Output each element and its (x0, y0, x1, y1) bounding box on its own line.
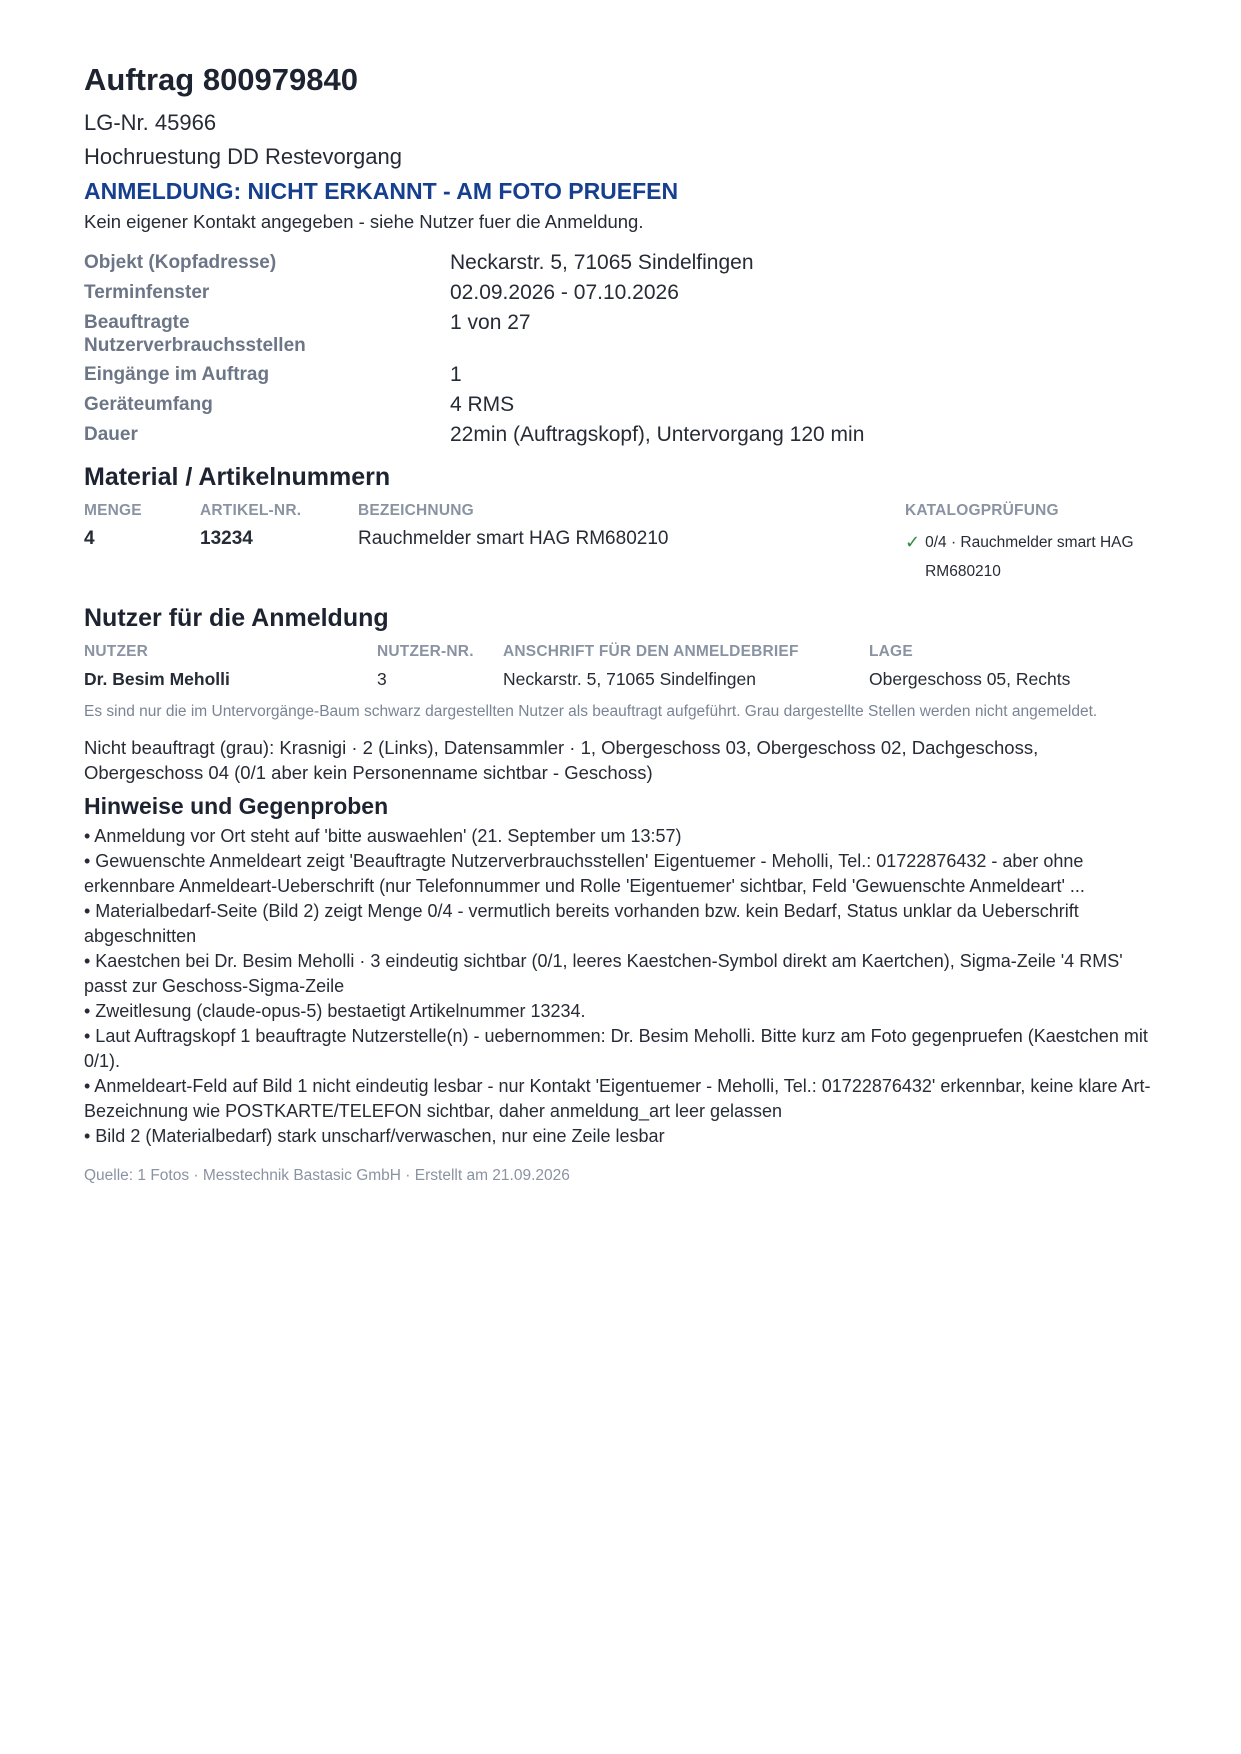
nutzer-table (84, 643, 1157, 690)
column-header-nutzer: NUTZER (84, 643, 149, 660)
list-item: • Laut Auftragskopf 1 beauftragte Nutzerstelle(n) - uebernommen: Dr. Besim Meholli. Bitte kurz am Foto gegenpruefen (Kaestchen mit 0/1). (84, 1026, 1148, 1071)
column-header-katalogpruefung: KATALOGPRÜFUNG (905, 502, 1059, 519)
list-item: • Anmeldung vor Ort steht auf 'bitte auswaehlen' (21. September um 13:57) (84, 826, 682, 846)
list-item: • Gewuenschte Anmeldeart zeigt 'Beauftragte Nutzerverbrauchsstellen' Eigentuemer - Meholli, Tel.: 01722876432 - aber ohne erkennbare Anmeldeart-Ueberschrift (nur Telefonnummer und Rolle 'Eigentuemer' sichtbar, Feld 'Gewuenschte Anmeldeart' ... (84, 851, 1085, 896)
list-item: • Kaestchen bei Dr. Besim Meholli · 3 eindeutig sichtbar (0/1, leeres Kaestchen-Symbol direkt am Kaertchen), Sigma-Zeile '4 RMS' passt zur Geschoss-Sigma-Zeile (84, 951, 1123, 996)
column-header-menge: MENGE (84, 502, 142, 519)
not-assigned-users: Nicht beauftragt (grau): Krasnigi · 2 (Links), Datensammler · 1, Obergeschoss 03, Obergeschoss 02, Dachgeschoss, Obergeschoss 04 (0/1 aber kein Personenname sichtbar - Geschoss) (84, 737, 1039, 783)
check-icon: ✓ (905, 532, 921, 552)
detail-value-beauftragte: 1 von 27 (450, 311, 531, 334)
detail-key-beauftragte: Beauftragte Nutzerverbrauchsstellen (84, 312, 306, 356)
column-header-anschrift: ANSCHRIFT FÜR DEN ANMELDEBRIEF (503, 643, 799, 660)
detail-value-geraeteumfang: 4 RMS (450, 393, 515, 416)
registration-status: ANMELDUNG: NICHT ERKANNT - AM FOTO PRUEFEN (84, 178, 679, 204)
vorgang-name: Hochruestung DD Restevorgang (84, 144, 402, 169)
contact-note: Kein eigener Kontakt angegeben - siehe Nutzer fuer die Anmeldung. (84, 211, 644, 232)
list-item: • Materialbedarf-Seite (Bild 2) zeigt Menge 0/4 - vermutlich bereits vorhanden bzw. kein Bedarf, Status unklar da Ueberschrift abgeschnitten (84, 901, 1079, 946)
katalogpruefung-text: 0/4 · Rauchmelder smart HAG RM680210 (925, 534, 1134, 580)
detail-key-objekt: Objekt (Kopfadresse) (84, 252, 277, 273)
column-header-bezeichnung: BEZEICHNUNG (358, 502, 474, 519)
material-heading: Material / Artikelnummern (84, 463, 391, 491)
detail-value-dauer: 22min (Auftragskopf), Untervorgang 120 min (450, 423, 865, 446)
detail-key-terminfenster: Terminfenster (84, 282, 210, 303)
hinweise-heading: Hinweise und Gegenproben (84, 793, 389, 819)
nutzer-info: Es sind nur die im Untervorgänge-Baum schwarz dargestellten Nutzer als beauftragt aufgeführt. Grau dargestellte Stellen werden nicht angemeldet. (84, 703, 1098, 720)
material-artikel: 13234 (200, 528, 253, 549)
column-header-lage: LAGE (869, 643, 913, 660)
detail-key-dauer: Dauer (84, 424, 138, 445)
source-footer: Quelle: 1 Fotos · Messtechnik Bastasic GmbH · Erstellt am 21.09.2026 (84, 1167, 570, 1184)
list-item: • Anmeldeart-Feld auf Bild 1 nicht eindeutig lesbar - nur Kontakt 'Eigentuemer - Meholli, Tel.: 01722876432' erkennbar, keine klare Art-Bezeichnung wie POSTKARTE/TELEFON sichtbar, daher anmeldung_art leer gelassen (84, 1076, 1151, 1121)
material-bezeichnung: Rauchmelder smart HAG RM680210 (358, 528, 669, 549)
list-item: • Bild 2 (Materialbedarf) stark unscharf/verwaschen, nur eine Zeile lesbar (84, 1126, 665, 1146)
hinweise-list (84, 824, 1157, 1149)
detail-key-geraeteumfang: Geräteumfang (84, 394, 213, 415)
column-header-artikel: ARTIKEL-NR. (200, 502, 302, 519)
lg-number: LG-Nr. 45966 (84, 110, 217, 135)
material-table (84, 502, 1157, 586)
detail-value-objekt: Neckarstr. 5, 71065 Sindelfingen (450, 251, 754, 274)
nutzer-heading: Nutzer für die Anmeldung (84, 604, 389, 632)
list-item: • Zweitlesung (claude-opus-5) bestaetigt Artikelnummer 13234. (84, 1001, 586, 1021)
details-list (84, 251, 1157, 447)
detail-key-eingaenge: Eingänge im Auftrag (84, 364, 270, 385)
nutzer-anschrift: Neckarstr. 5, 71065 Sindelfingen (503, 669, 756, 689)
detail-value-terminfenster: 02.09.2026 - 07.10.2026 (450, 281, 679, 304)
page-title: Auftrag 800979840 (84, 62, 358, 97)
material-menge: 4 (84, 528, 95, 549)
column-header-nutzer-nr: NUTZER-NR. (377, 643, 474, 660)
nutzer-name: Dr. Besim Meholli (84, 669, 230, 689)
nutzer-lage: Obergeschoss 05, Rechts (869, 669, 1071, 689)
nutzer-nr: 3 (377, 669, 387, 689)
material-katalogpruefung (905, 528, 1157, 586)
detail-value-eingaenge: 1 (450, 363, 462, 386)
